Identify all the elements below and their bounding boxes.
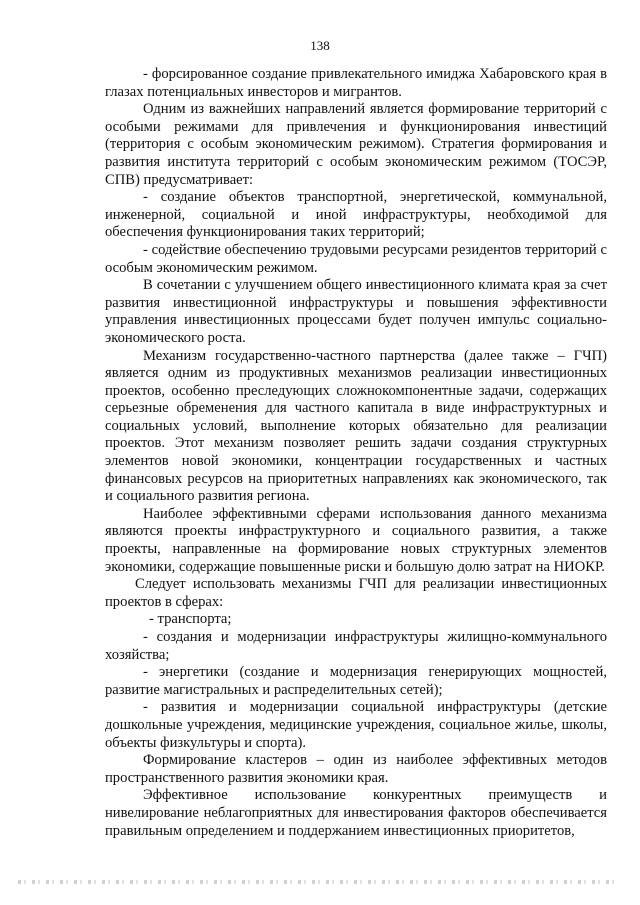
paragraph: - энергетики (создание и модернизация генерирующих мощностей, развитие магистральных и распределительных сетей);	[105, 664, 607, 698]
paragraph: - транспорта;	[149, 611, 232, 628]
paragraph: - форсированное создание привлекательного имиджа Хабаровского края в глазах потенциальных инвесторов и мигрантов.	[105, 66, 607, 100]
body-text	[105, 66, 607, 840]
paragraph: Эффективное использование конкурентных преимуществ и нивелирование неблагоприятных для инвестирования факторов обеспечивается правильным определением и поддержанием инвестиционных приоритетов,	[105, 787, 607, 839]
paragraph: Наиболее эффективными сферами использования данного механизма являются проекты инфраструктурного и социального развития, а также проекты, направленные на формирование новых структурных элементов экономики, содержащие повышенные риски и большую долю затрат на НИОКР.	[105, 505, 607, 575]
paragraph: Следует использовать механизмы ГЧП для реализации инвестиционных проектов в сферах:	[105, 576, 607, 610]
paragraph: Одним из важнейших направлений является формирование территорий с особыми режимами для привлечения и функционирования инвестиций (территория с особым экономическим режимом). Стратегия формирования и развития института территорий с особым экономическим режимом (ТОСЭР, СПВ) предусматривает:	[105, 101, 607, 188]
paragraph: В сочетании с улучшением общего инвестиционного климата края за счет развития инвестиционной инфраструктуры и повышения эффективности управления инвестиционных процессами будет получен импульс социально-экономического роста.	[105, 277, 607, 346]
paragraph: - развития и модернизации социальной инфраструктуры (детские дошкольные учреждения, медицинские учреждения, социальное жилье, школы, объекты физкультуры и спорта).	[105, 699, 607, 751]
paragraph: - создание объектов транспортной, энергетической, коммунальной, инженерной, социальной и иной инфраструктуры, необходимой для обеспечения функционирования таких территорий;	[105, 189, 607, 241]
page-number: 138	[310, 38, 330, 53]
paragraph: Механизм государственно-частного партнерства (далее также – ГЧП) является одним из продуктивных механизмов реализации инвестиционных проектов, особенно преследующих сложнокомпонентные задачи, содержащих серьезные обременения для частного капитала в виде инфраструктурных и социальных условий, выполнение которых обязательно для реализации проектов. Этот механизм позволяет решить задачи создания структурных элементов новой экономики, концентрации государственных и частных финансовых ресурсов на приоритетных направлениях как экономического, так и социального развития региона.	[105, 347, 607, 505]
paragraph: Формирование кластеров – один из наиболее эффективных методов пространственного развития экономики края.	[105, 752, 607, 786]
scan-artifact-line	[18, 880, 618, 884]
paragraph: - создания и модернизации инфраструктуры жилищно-коммунального хозяйства;	[105, 629, 607, 663]
paragraph: - содействие обеспечению трудовыми ресурсами резидентов территорий с особым экономическим режимом.	[105, 241, 607, 276]
